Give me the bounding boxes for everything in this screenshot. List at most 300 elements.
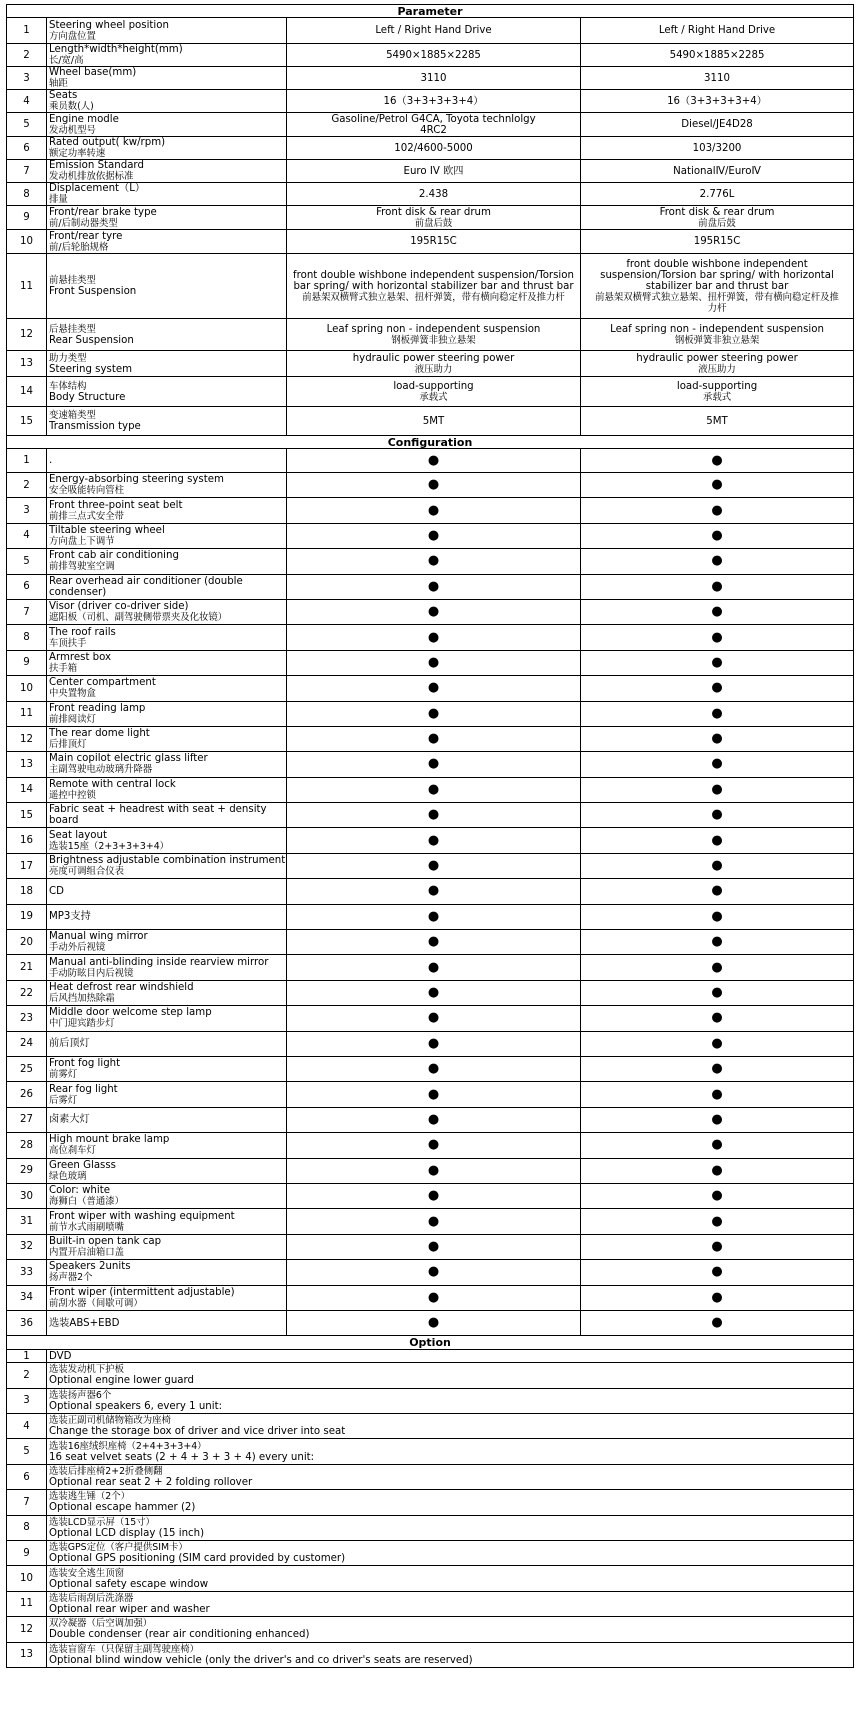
feature-label-line-1: The rear dome light (49, 728, 150, 740)
feature-mark (287, 930, 581, 955)
feature-mark (581, 1260, 854, 1285)
feature-mark (581, 752, 854, 777)
parameter-label (47, 230, 287, 254)
bullet-icon: ● (711, 1111, 723, 1127)
feature-label (47, 1285, 287, 1310)
bullet-icon: ● (427, 705, 440, 721)
row-number: 11 (7, 1591, 47, 1616)
parameter-label (47, 319, 287, 351)
configuration-row (7, 980, 854, 1005)
bullet-icon: ● (427, 1162, 440, 1178)
bullet-icon: ● (427, 985, 440, 1000)
feature-label-line-1: Main copilot electric glass lifter (49, 753, 208, 765)
row-number: 22 (7, 980, 47, 1005)
parameter-row (7, 18, 854, 44)
row-number: 2 (7, 44, 47, 67)
feature-mark (287, 701, 581, 726)
bullet-icon: ● (711, 1035, 723, 1051)
feature-label-line-2: 主副驾驶电动玻璃升降器 (49, 764, 153, 776)
configuration-row (7, 1031, 854, 1056)
feature-label (47, 777, 287, 802)
row-number: 31 (7, 1209, 47, 1234)
feature-label-line-1: Front fog light (49, 1058, 121, 1070)
value-col-1 (287, 254, 581, 319)
option-label-line-1: 选装LCD显示屏（15寸） (49, 1516, 155, 1528)
configuration-row (7, 498, 854, 523)
configuration-row (7, 650, 854, 675)
feature-mark (287, 1234, 581, 1259)
option-label-line-1: 选装扬声器6个 (49, 1389, 112, 1401)
value-col-2 (581, 67, 854, 90)
bullet-icon: ● (427, 654, 440, 670)
configuration-row (7, 1234, 854, 1259)
configuration-row (7, 1158, 854, 1183)
feature-mark (287, 803, 581, 828)
row-number: 10 (7, 230, 47, 254)
feature-label-line-1: Front three-point seat belt (49, 499, 183, 511)
parameter-row (7, 230, 854, 254)
row-number: 13 (7, 351, 47, 377)
configuration-row (7, 1310, 854, 1335)
feature-mark (287, 1006, 581, 1031)
feature-label-line-2: 前排三点式安全带 (49, 510, 125, 522)
feature-label-line-2: 前排阅读灯 (49, 713, 96, 725)
feature-label-line-1: Front reading lamp (49, 702, 146, 714)
bullet-icon: ● (711, 604, 723, 620)
row-number: 19 (7, 904, 47, 929)
option-label-line-2: Optional rear wiper and washer (49, 1603, 210, 1615)
feature-label-line-1: Tiltable steering wheel (49, 524, 165, 536)
bullet-icon: ● (711, 1188, 723, 1204)
parameter-label-line-2: Front Suspension (49, 286, 137, 297)
parameter-label-line-2: 方向盘位置 (49, 30, 96, 42)
parameter-label-line-2: 排量 (49, 194, 68, 205)
feature-label-line-2: 方向盘上下调节 (49, 535, 115, 547)
feature-mark (581, 879, 854, 904)
value-col-1 (287, 319, 581, 351)
feature-mark (581, 574, 854, 599)
parameter-label-line-1: Steering wheel position (49, 19, 169, 31)
feature-label (47, 1031, 287, 1056)
parameter-label (47, 351, 287, 377)
bullet-icon: ● (427, 604, 440, 620)
parameter-label-line-1: 后悬挂类型 (49, 323, 96, 335)
row-number: 36 (7, 1310, 47, 1335)
feature-label-line-1: Speakers 2units (49, 1261, 131, 1273)
parameter-row (7, 137, 854, 160)
feature-mark (287, 1158, 581, 1183)
bullet-icon: ● (711, 807, 723, 823)
bullet-icon: ● (427, 1010, 440, 1026)
bullet-icon: ● (427, 807, 440, 823)
bullet-icon: ● (711, 629, 723, 645)
bullet-icon: ● (427, 883, 440, 899)
feature-mark (287, 853, 581, 878)
parameter-label-line-1: 助力类型 (49, 352, 87, 364)
bullet-icon: ● (427, 731, 440, 747)
feature-label-line-2: 前排驾驶室空调 (49, 561, 115, 573)
option-label-line-1: 选装逃生锤（2个） (49, 1491, 130, 1503)
configuration-row (7, 1209, 854, 1234)
bullet-icon: ● (711, 781, 723, 797)
option-label-line-1: DVD (49, 1350, 72, 1362)
option-label (47, 1388, 854, 1413)
bullet-icon: ● (711, 654, 723, 670)
parameter-label-line-2: Body Structure (49, 391, 126, 403)
row-number: 1 (7, 449, 47, 473)
parameter-label-line-2: 前/后轮胎规格 (49, 241, 109, 253)
parameter-label-line-2: 长/宽/高 (49, 55, 84, 66)
feature-label (47, 853, 287, 878)
configuration-row (7, 777, 854, 802)
feature-mark (287, 650, 581, 675)
bullet-icon: ● (427, 578, 440, 594)
bullet-icon: ● (711, 1289, 723, 1305)
value-col-2-line-1: Leaf spring non - independent suspension (610, 323, 824, 335)
option-label (47, 1541, 854, 1566)
feature-mark (287, 549, 581, 574)
value-col-2 (581, 230, 854, 254)
configuration-row (7, 1107, 854, 1132)
option-row (7, 1642, 854, 1667)
value-col-2-line-1: 5490×1885×2285 (669, 49, 765, 61)
feature-label-line-2: 扶手箱 (49, 662, 78, 674)
value-col-2 (581, 183, 854, 206)
configuration-row (7, 449, 854, 473)
feature-mark (287, 1260, 581, 1285)
parameter-label (47, 183, 287, 206)
parameter-label-line-1: 车体结构 (49, 380, 87, 392)
row-number: 24 (7, 1031, 47, 1056)
bullet-icon: ● (427, 781, 440, 797)
feature-label-line-1: Brightness adjustable combination instrument (49, 855, 286, 867)
configuration-row (7, 726, 854, 751)
configuration-row (7, 803, 854, 828)
bullet-icon: ● (427, 680, 440, 696)
parameter-label-line-1: Displacement（L） (49, 183, 146, 194)
bullet-icon: ● (711, 1086, 723, 1102)
feature-mark (287, 574, 581, 599)
feature-mark (287, 980, 581, 1005)
row-number: 17 (7, 853, 47, 878)
feature-mark (581, 1310, 854, 1335)
value-col-1-line: front double wishbone independent suspension/Torsion (293, 269, 574, 281)
value-col-1-line-1: 5490×1885×2285 (386, 49, 481, 61)
value-col-1-line-1: Left / Right Hand Drive (375, 25, 492, 36)
bullet-icon: ● (427, 832, 440, 848)
row-number: 20 (7, 930, 47, 955)
feature-mark (287, 523, 581, 548)
feature-label-line-2: 海狮白（普通漆） (49, 1196, 125, 1208)
bullet-icon: ● (427, 1213, 440, 1229)
feature-label (47, 879, 287, 904)
feature-label (47, 574, 287, 599)
value-col-1-line-1: Euro IV 欧四 (403, 165, 464, 177)
feature-label-line-2: 前雾灯 (49, 1069, 78, 1081)
parameter-row (7, 351, 854, 377)
row-number: 8 (7, 1515, 47, 1540)
parameter-label-line-2: 前/后制动器类型 (49, 217, 118, 229)
feature-label-line-1: Armrest box (49, 651, 112, 663)
parameter-label-line-1: Length*width*height(mm) (49, 44, 183, 55)
feature-label (47, 650, 287, 675)
bullet-icon: ● (427, 452, 440, 468)
feature-label-line-2: 中央置物盒 (49, 688, 96, 700)
feature-label (47, 1234, 287, 1259)
parameter-label-line-2: Transmission type (49, 421, 141, 432)
bullet-icon: ● (711, 934, 723, 950)
parameter-row (7, 377, 854, 407)
feature-label-line-2: 遥控中控锁 (49, 789, 96, 801)
feature-label-line-2: 手动外后视镜 (49, 942, 106, 954)
value-col-1 (287, 113, 581, 137)
value-col-2 (581, 319, 854, 351)
feature-mark (581, 828, 854, 853)
value-col-1 (287, 230, 581, 254)
feature-mark (287, 752, 581, 777)
feature-mark (287, 1107, 581, 1132)
bullet-icon: ● (427, 1061, 440, 1077)
bullet-icon: ● (711, 578, 723, 594)
feature-label (47, 1006, 287, 1031)
value-col-2 (581, 113, 854, 137)
feature-mark (581, 1133, 854, 1158)
configuration-row (7, 625, 854, 650)
feature-label-line-1: 选装ABS+EBD (49, 1317, 120, 1329)
feature-mark (581, 1285, 854, 1310)
bullet-icon: ● (711, 1162, 723, 1178)
bullet-icon: ● (427, 1137, 440, 1153)
bullet-icon: ● (711, 553, 723, 569)
row-number: 18 (7, 879, 47, 904)
option-label-line-2: Optional rear seat 2 + 2 folding rollover (49, 1477, 253, 1489)
value-col-1-line-1: 16（3+3+3+3+4） (383, 95, 484, 107)
row-number: 14 (7, 377, 47, 407)
feature-mark (287, 625, 581, 650)
value-col-1 (287, 44, 581, 67)
parameter-label (47, 377, 287, 407)
value-col-2 (581, 206, 854, 230)
option-label (47, 1414, 854, 1439)
parameter-row (7, 183, 854, 206)
parameter-row (7, 319, 854, 351)
row-number: 14 (7, 777, 47, 802)
feature-mark (581, 625, 854, 650)
row-number: 16 (7, 828, 47, 853)
feature-label-line-1: CD (49, 885, 64, 897)
feature-mark (287, 473, 581, 498)
feature-mark (581, 1107, 854, 1132)
parameter-label-line-1: Rated output( kw/rpm) (49, 137, 166, 148)
feature-label-line-2: 安全吸能转向管柱 (49, 485, 125, 497)
option-label-line-1: 选装16座绒织座椅（2+4+3+3+4） (49, 1440, 207, 1452)
value-col-2 (581, 254, 854, 319)
bullet-icon: ● (711, 477, 723, 493)
row-number: 9 (7, 206, 47, 230)
feature-label-line-1: Heat defrost rear windshield (49, 982, 194, 993)
option-label (47, 1464, 854, 1489)
row-number: 3 (7, 67, 47, 90)
feature-label (47, 449, 287, 473)
feature-mark (287, 828, 581, 853)
bullet-icon: ● (711, 1061, 723, 1077)
feature-label (47, 1107, 287, 1132)
feature-label (47, 1133, 287, 1158)
feature-label-line-1: 前后顶灯 (49, 1038, 90, 1050)
configuration-row (7, 676, 854, 701)
feature-label-line-1: High mount brake lamp (49, 1134, 170, 1146)
feature-mark (287, 1082, 581, 1107)
parameter-label (47, 113, 287, 137)
feature-label-line-2: 遮阳板（司机、副驾驶侧带票夹及化妆镜） (49, 612, 228, 624)
feature-label-line-1: Front wiper with washing equipment (49, 1210, 235, 1222)
row-number: 3 (7, 1388, 47, 1413)
value-col-1-line-2: 前盘后鼓 (414, 217, 453, 229)
bullet-icon: ● (711, 959, 723, 975)
configuration-row (7, 701, 854, 726)
option-row (7, 1490, 854, 1515)
parameter-row (7, 206, 854, 230)
parameter-label-line-1: Wheel base(mm) (49, 67, 137, 78)
bullet-icon: ● (711, 832, 723, 848)
bullet-icon: ● (711, 1010, 723, 1026)
configuration-row (7, 879, 854, 904)
option-row (7, 1414, 854, 1439)
row-number: 15 (7, 803, 47, 828)
bullet-icon: ● (711, 1264, 723, 1280)
section-title-configuration: Configuration (7, 436, 854, 449)
option-label-line-1: 选装盲窗车（只保留主副驾驶座椅） (49, 1643, 200, 1655)
feature-mark (287, 1183, 581, 1208)
row-number: 6 (7, 1464, 47, 1489)
row-number: 2 (7, 473, 47, 498)
feature-mark (287, 676, 581, 701)
row-number: 12 (7, 726, 47, 751)
feature-mark (581, 1082, 854, 1107)
row-number: 2 (7, 1363, 47, 1388)
option-row (7, 1617, 854, 1642)
option-label (47, 1642, 854, 1667)
feature-label (47, 930, 287, 955)
feature-label (47, 904, 287, 929)
feature-mark (287, 498, 581, 523)
feature-label-line-1: Built-in open tank cap (49, 1235, 162, 1247)
parameter-label-line-1: 前悬挂类型 (49, 275, 96, 286)
parameter-label (47, 67, 287, 90)
value-col-2-line: 力杆 (707, 302, 727, 314)
feature-mark (287, 904, 581, 929)
bullet-icon: ● (427, 553, 440, 569)
value-col-1-line-1: 2.438 (418, 188, 449, 200)
option-label-line-2: Double condenser (rear air conditioning enhanced) (49, 1629, 310, 1641)
feature-label-line-2: 前节水式雨刷喷嘴 (49, 1221, 125, 1233)
feature-mark (287, 1285, 581, 1310)
row-number: 11 (7, 254, 47, 319)
feature-mark (287, 449, 581, 473)
bullet-icon: ● (427, 1315, 440, 1331)
bullet-icon: ● (711, 1238, 723, 1254)
option-row (7, 1515, 854, 1540)
feature-label-line-2: 亮度可调组合仪表 (49, 866, 125, 878)
bullet-icon: ● (711, 705, 723, 721)
parameter-row (7, 113, 854, 137)
feature-label-line-1: Manual wing mirror (49, 931, 148, 943)
value-col-1-line-1: Front disk & rear drum (376, 206, 491, 218)
parameter-label-line-1: Seats (49, 90, 78, 101)
option-row (7, 1439, 854, 1464)
configuration-row (7, 904, 854, 929)
parameter-row (7, 407, 854, 436)
row-number: 9 (7, 650, 47, 675)
parameter-label-line-2: 额定功率转速 (49, 148, 106, 159)
bullet-icon: ● (427, 1086, 440, 1102)
bullet-icon: ● (427, 502, 440, 518)
bullet-icon: ● (711, 756, 723, 772)
feature-label (47, 1183, 287, 1208)
value-col-1-line-1: 5MT (422, 415, 445, 427)
configuration-row (7, 1183, 854, 1208)
parameter-label-line-1: Emission Standard (49, 160, 144, 171)
bullet-icon: ● (711, 1315, 723, 1331)
feature-label (47, 752, 287, 777)
option-label-line-2: Optional LCD display (15 inch) (49, 1527, 205, 1539)
bullet-icon: ● (711, 680, 723, 696)
option-label (47, 1515, 854, 1540)
bullet-icon: ● (427, 477, 440, 493)
option-label-line-1: 选装正副司机储物箱改为座椅 (49, 1415, 171, 1427)
value-col-2-line-1: 3110 (704, 72, 730, 84)
value-col-2-line: front double wishbone independent (626, 258, 808, 270)
feature-label-line-1: Color: white (49, 1185, 110, 1197)
option-row (7, 1363, 854, 1388)
value-col-2-line-1: hydraulic power steering power (636, 352, 798, 364)
bullet-icon: ● (427, 1289, 440, 1305)
option-label-line-2: Change the storage box of driver and vice driver into seat (49, 1426, 346, 1438)
row-number: 1 (7, 1350, 47, 1363)
bullet-icon: ● (427, 1238, 440, 1254)
value-col-1-line-1: hydraulic power steering power (352, 352, 515, 364)
value-col-1-line-2: 液压助力 (414, 363, 453, 375)
row-number: 13 (7, 752, 47, 777)
option-label-line-2: Optional engine lower guard (49, 1375, 195, 1387)
value-col-2-line-1: 16（3+3+3+3+4） (667, 95, 767, 107)
option-label-line-1: 选装GPS定位（客户提供SIM卡） (49, 1542, 188, 1554)
feature-label (47, 726, 287, 751)
row-number: 4 (7, 90, 47, 113)
feature-mark (287, 599, 581, 624)
feature-mark (581, 980, 854, 1005)
bullet-icon: ● (711, 502, 723, 518)
parameter-label (47, 407, 287, 436)
row-number: 33 (7, 1260, 47, 1285)
value-col-2-line-1: Front disk & rear drum (659, 206, 775, 218)
option-label-line-1: 选装后雨刮后洗涤器 (49, 1592, 134, 1604)
feature-mark (581, 523, 854, 548)
row-number: 8 (7, 625, 47, 650)
bullet-icon: ● (427, 1188, 440, 1204)
feature-mark (581, 853, 854, 878)
feature-label-line-2: 前刮水器（间歇可调） (49, 1297, 143, 1309)
option-label-line-2: Optional escape hammer (2) (49, 1502, 196, 1514)
feature-label (47, 828, 287, 853)
bullet-icon: ● (711, 527, 723, 543)
feature-mark (581, 498, 854, 523)
parameter-row (7, 254, 854, 319)
feature-label (47, 1082, 287, 1107)
feature-label-line-2: 高位刹车灯 (49, 1145, 96, 1157)
parameter-row (7, 67, 854, 90)
row-number: 5 (7, 1439, 47, 1464)
